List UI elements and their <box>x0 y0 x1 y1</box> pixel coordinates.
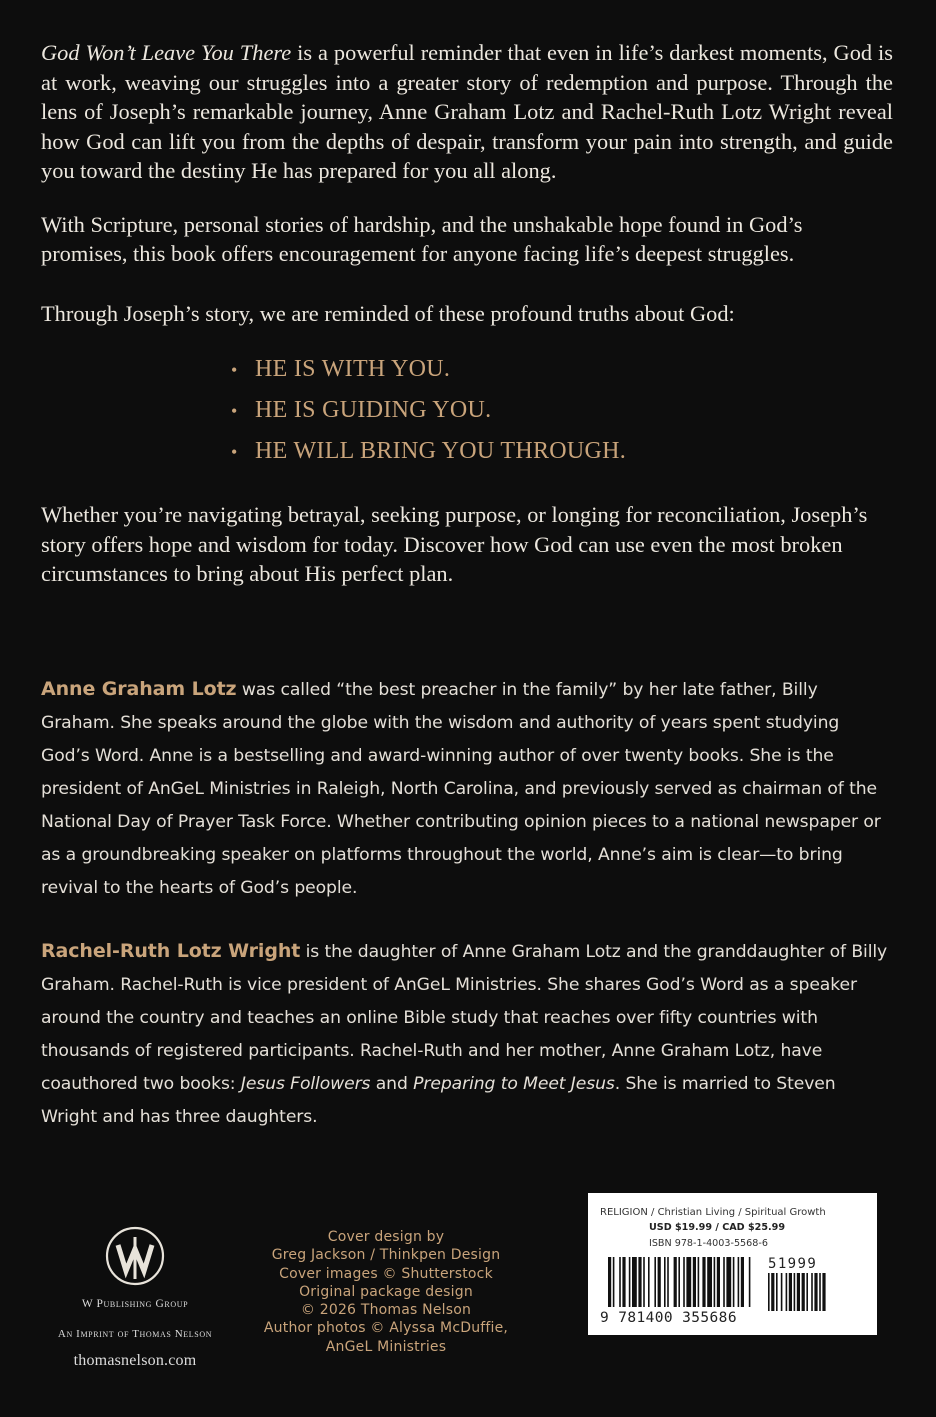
barcode-bar <box>658 1257 661 1307</box>
barcode-bar <box>698 1257 700 1307</box>
barcode-bar <box>648 1257 650 1307</box>
author-bios-section <box>41 673 893 1134</box>
isbn-barcode-digits: 9 781400 355686 <box>600 1310 737 1326</box>
barcode-addon-bar <box>822 1273 825 1311</box>
barcode-bar <box>619 1257 621 1307</box>
barcode-bar <box>638 1257 641 1307</box>
barcode-addon-bar <box>776 1273 778 1311</box>
credit-line: AnGeL Ministries <box>325 1338 447 1355</box>
barcode-bar <box>702 1257 705 1307</box>
barcode-bar <box>723 1257 725 1307</box>
bullet-icon: • <box>231 401 238 421</box>
author-name-rachel: Rachel-Ruth Lotz Wright <box>41 940 301 962</box>
credit-line: Greg Jackson / Thinkpen Design <box>271 1247 501 1264</box>
barcode-bar <box>613 1257 615 1307</box>
bisac-category: RELIGION / Christian Living / Spiritual Growth <box>600 1207 826 1218</box>
author-bio-rachel-text: is the daughter of Anne Graham Lotz and the granddaughter of Billy Graham. Rachel-Ruth is vice president of AnGeL Ministries. She shares God’s Word as a speaker around the country and teaches an online Bible study that reaches over fifty countries with thousands of registered participants. Rachel-Ruth and her mother, Anne Graham Lotz, have coauthored two books: <box>41 942 888 1094</box>
barcode-bar <box>678 1257 680 1307</box>
imprint-line: An Imprint of Thomas Nelson <box>57 1328 213 1340</box>
barcode-bar <box>608 1257 611 1307</box>
truth-text: HE IS WITH YOU. <box>255 356 451 382</box>
author-bio-anne-text: was called “the best preacher in the family” by her late father, Billy Graham. She speaks around the globe with the wisdom and authority of years spent studying God’s Word. Anne is a bestselling and award-winning author of over twenty books. She is the president of AnGeL Ministries in Raleigh, North Carolina, and previously served as chairman of the National Day of Prayer Task Force. Whether contributing opinion pieces to a national newspaper or as a groundbreaking speaker on platforms throughout the world, Anne’s aim is clear—to bring revival to the hearts of God’s people. <box>41 680 881 898</box>
description-section <box>41 38 893 589</box>
author-bio-rachel-text: and <box>370 1074 414 1094</box>
barcode-label <box>588 1193 877 1335</box>
credit-line: Cover images © Shutterstock <box>279 1265 493 1282</box>
cover-credits <box>250 1228 522 1356</box>
barcode-bar <box>733 1257 735 1307</box>
truth-item <box>231 349 893 390</box>
barcode-bar <box>738 1257 740 1307</box>
credit-line: Original package design <box>299 1283 473 1300</box>
barcode-bar <box>664 1257 666 1307</box>
credit-line: © 2026 Thomas Nelson <box>300 1302 472 1319</box>
author-bio-rachel-text: . She is married to Steven Wright and has three daughters. <box>41 1074 836 1127</box>
truth-item <box>231 390 893 431</box>
book-title-italic: God Won’t Leave You There <box>41 40 292 65</box>
barcode-addon-bar <box>797 1273 800 1311</box>
barcode-addon-bar <box>814 1273 817 1311</box>
truth-text: HE IS GUIDING YOU. <box>255 397 492 423</box>
barcode-bar <box>667 1257 669 1307</box>
book-title-jesus-followers: Jesus Followers <box>240 1074 371 1094</box>
author-bio-anne <box>41 673 893 905</box>
barcode-addon-bar <box>771 1273 774 1311</box>
price-line: USD $19.99 / CAD $25.99 <box>649 1222 785 1233</box>
barcode-addon-bar <box>794 1273 796 1311</box>
description-paragraph-2: With Scripture, personal stories of hardship, and the unshakable hope found in God’s promises, this book offers encouragement for anyone facing life’s deepest struggles. <box>41 211 803 266</box>
barcode-bar <box>741 1257 744 1307</box>
barcode-bar <box>686 1257 691 1307</box>
author-name-anne: Anne Graham Lotz <box>41 678 237 700</box>
barcode-addon-bar <box>781 1273 783 1311</box>
truth-text: HE WILL BRING YOU THROUGH. <box>255 438 627 464</box>
barcode-addon-bar <box>802 1273 805 1311</box>
barcode-bar <box>622 1257 625 1307</box>
barcode-bar <box>629 1257 631 1307</box>
barcode-bar <box>654 1257 656 1307</box>
publisher-block <box>40 1225 230 1368</box>
credit-line: Cover design by <box>327 1229 445 1245</box>
description-paragraph-4: Whether you’re navigating betrayal, seeking purpose, or longing for reconciliation, Joseph’s story offers hope and wisdom for today. Discover how God can use even the most broken circumstances to bring about His perfect plan. <box>41 502 868 586</box>
barcode-bar <box>674 1257 677 1307</box>
barcode-addon-bar <box>819 1273 821 1311</box>
price-addon-digits: 51999 <box>768 1256 818 1272</box>
barcode-addon-bar <box>806 1273 808 1311</box>
barcode-bar <box>714 1257 716 1307</box>
description-paragraph-3: Through Joseph’s story, we are reminded of these profound truths about God: <box>41 300 735 326</box>
barcode-addon-bar <box>786 1273 788 1311</box>
barcode-bar <box>717 1257 720 1307</box>
w-publishing-logo-icon <box>104 1225 166 1287</box>
publisher-name: W Publishing Group <box>81 1298 189 1310</box>
description-paragraph-1-text: is a powerful reminder that even in life’s darkest moments, God is at work, weaving our struggles into a greater story of redemption and purpose. Through the lens of Joseph’s remarkable journey, Anne Graham Lotz and Rachel-Ruth Lotz Wright reveal how God can lift you from the depths of despair, transform your pain into strength, and guide you toward the destiny He has prepared for you all along. <box>41 40 893 183</box>
barcode-bar <box>632 1257 637 1307</box>
author-bio-rachel <box>41 935 893 1134</box>
barcode-addon-bar <box>811 1273 813 1311</box>
barcode-bar <box>707 1257 712 1307</box>
truth-item <box>231 431 893 472</box>
barcode-addon-bar <box>789 1273 792 1311</box>
description-paragraph-1 <box>41 38 893 186</box>
barcode-bar <box>643 1257 645 1307</box>
barcode-bar <box>726 1257 731 1307</box>
bullet-icon: • <box>231 360 238 380</box>
barcode-bar <box>749 1257 751 1307</box>
barcode-bar <box>683 1257 685 1307</box>
barcode-icon <box>600 1257 826 1312</box>
isbn-line: ISBN 978-1-4003-5568-6 <box>649 1238 768 1249</box>
credit-line: Author photos © Alyssa McDuffie, <box>263 1320 509 1337</box>
publisher-website: thomasnelson.com <box>73 1352 197 1369</box>
barcode-addon-bar <box>768 1273 770 1311</box>
barcode-bar <box>693 1257 696 1307</box>
bullet-icon: • <box>231 442 238 462</box>
truths-list <box>41 349 893 472</box>
book-title-preparing-to-meet-jesus: Preparing to Meet Jesus <box>413 1074 615 1094</box>
